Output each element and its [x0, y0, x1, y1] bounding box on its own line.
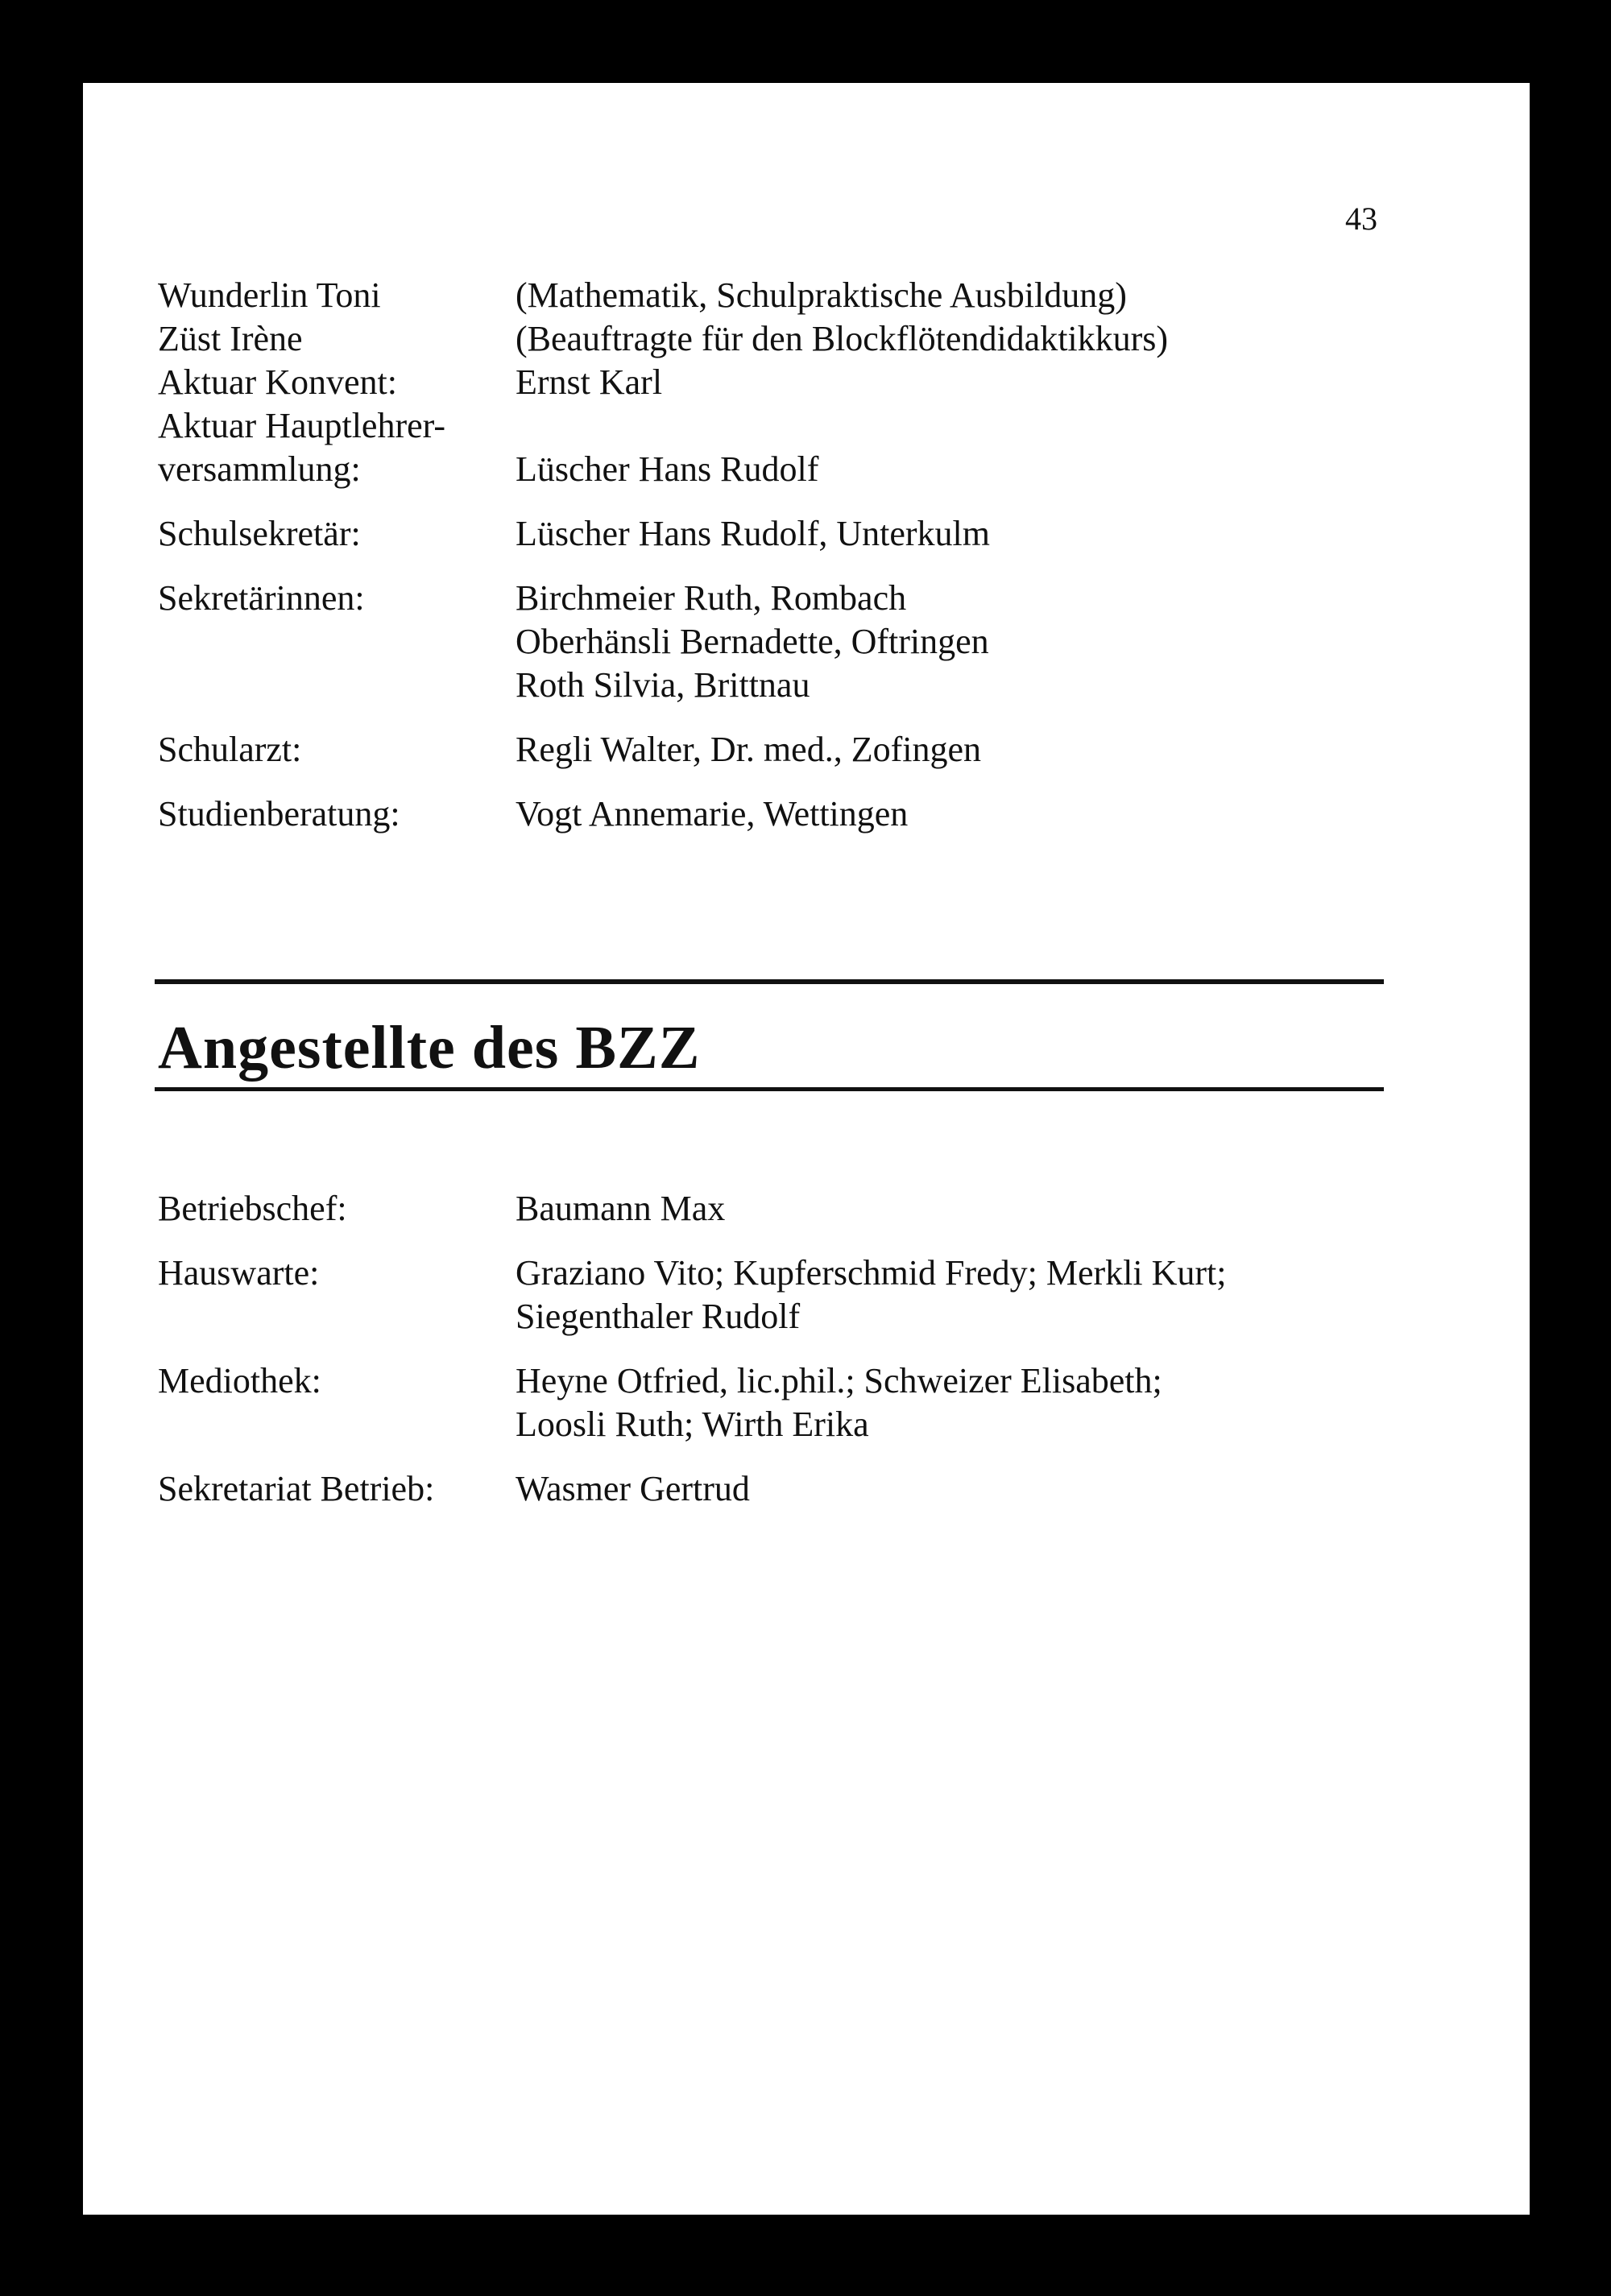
row-label: Sekretariat Betrieb:: [158, 1469, 435, 1508]
row-label: Aktuar Konvent:: [158, 362, 397, 402]
row-label: Betriebschef:: [158, 1189, 347, 1228]
row-value: Loosli Ruth; Wirth Erika: [516, 1404, 869, 1444]
row-value: Lüscher Hans Rudolf, Unterkulm: [516, 514, 990, 553]
row-value: Birchmeier Ruth, Rombach: [516, 578, 907, 618]
row-value: (Beauftragte für den Blockflötendidaktikkurs): [516, 319, 1169, 358]
heading-rule-bottom: [155, 1087, 1384, 1091]
row-label: versammlung:: [158, 449, 361, 489]
row-label: Sekretärinnen:: [158, 578, 365, 618]
row-value: Wasmer Gertrud: [516, 1469, 750, 1508]
heading-rule-top: [155, 979, 1384, 984]
row-value: Oberhänsli Bernadette, Oftringen: [516, 622, 989, 661]
row-label: Schularzt:: [158, 730, 302, 769]
page-number: 43: [1345, 201, 1377, 237]
row-label: Mediothek:: [158, 1361, 321, 1400]
row-label: Schulsekretär:: [158, 514, 361, 553]
row-value: Heyne Otfried, lic.phil.; Schweizer Elisabeth;: [516, 1361, 1162, 1400]
row-value: (Mathematik, Schulpraktische Ausbildung): [516, 275, 1127, 315]
row-label: Hauswarte:: [158, 1253, 320, 1293]
row-value: Lüscher Hans Rudolf: [516, 449, 819, 489]
row-label: Züst Irène: [158, 319, 303, 358]
row-value: Siegenthaler Rudolf: [516, 1297, 801, 1336]
row-value: Roth Silvia, Brittnau: [516, 665, 810, 705]
row-value: Graziano Vito; Kupferschmid Fredy; Merkli Kurt;: [516, 1253, 1227, 1293]
row-value: Vogt Annemarie, Wettingen: [516, 794, 909, 834]
section-heading: Angestellte des BZZ: [158, 1014, 701, 1082]
row-value: Regli Walter, Dr. med., Zofingen: [516, 730, 981, 769]
row-label: Aktuar Hauptlehrer-: [158, 406, 446, 445]
row-value: Ernst Karl: [516, 362, 663, 402]
row-label: Wunderlin Toni: [158, 275, 381, 315]
row-value: Baumann Max: [516, 1189, 726, 1228]
row-label: Studienberatung:: [158, 794, 400, 834]
